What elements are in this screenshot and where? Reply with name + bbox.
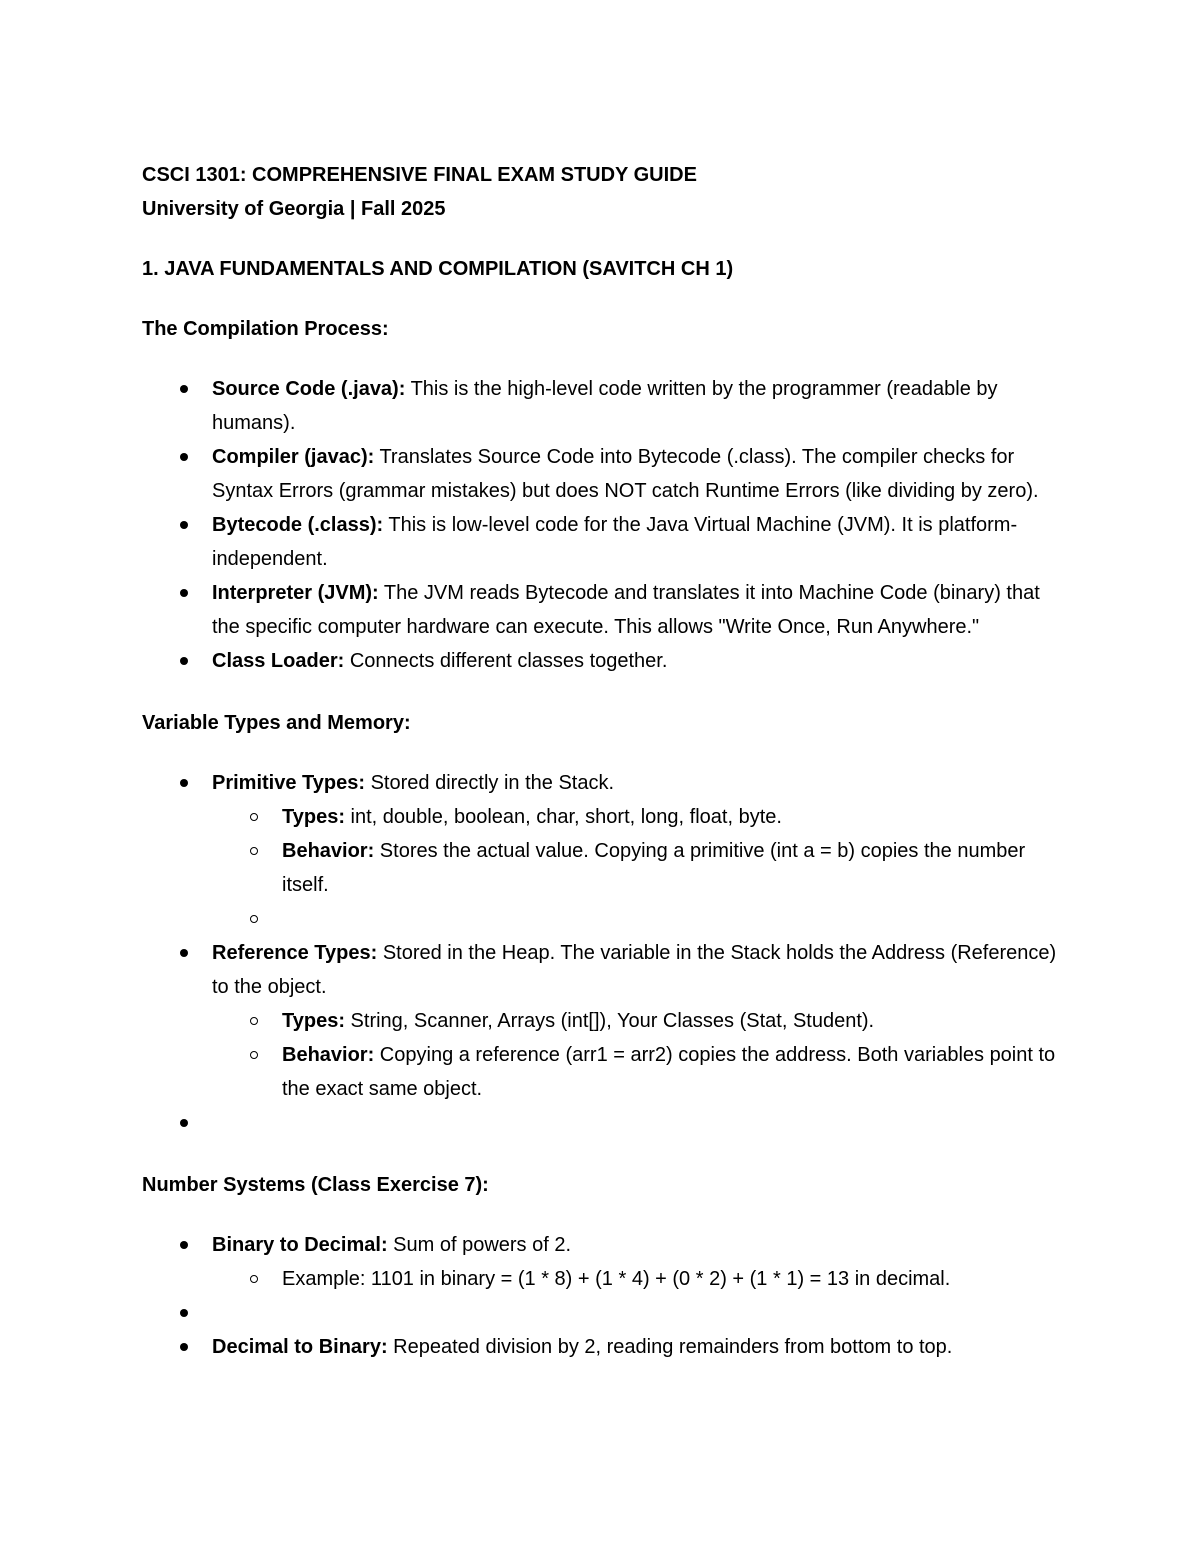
empty-sub-list-item (142, 902, 1072, 936)
variables-list (142, 766, 1072, 1140)
hollow-bullet-icon (250, 915, 258, 923)
compilation-heading: The Compilation Process: (142, 318, 389, 340)
numbers-list (142, 1228, 1072, 1364)
sub-list-item: Behavior: Stores the actual value. Copying a primitive (int a = b) copies the number itself. (142, 834, 1072, 902)
hollow-bullet-icon (250, 847, 258, 855)
list-item: Binary to Decimal: Sum of powers of 2. (142, 1228, 1072, 1262)
sub-list-item: Example: 1101 in binary = (1 * 8) + (1 * 4) + (0 * 2) + (1 * 1) = 13 in decimal. (142, 1262, 1072, 1296)
variables-heading: Variable Types and Memory: (142, 712, 411, 734)
section-heading: 1. JAVA FUNDAMENTALS AND COMPILATION (SAVITCH CH 1) (142, 258, 734, 280)
sub-list-item: Behavior: Copying a reference (arr1 = arr2) copies the address. Both variables point to the exact same object. (142, 1038, 1072, 1106)
empty-list-item (142, 1296, 1072, 1330)
hollow-bullet-icon (250, 1051, 258, 1059)
bullet-icon (180, 1343, 188, 1351)
list-item: Decimal to Binary: Repeated division by 2, reading remainders from bottom to top. (142, 1330, 1072, 1364)
hollow-bullet-icon (250, 1275, 258, 1283)
list-item: Primitive Types: Stored directly in the Stack. (142, 766, 1072, 800)
list-item: Reference Types: Stored in the Heap. The variable in the Stack holds the Address (Reference) to the object. (142, 936, 1072, 1004)
document-subtitle: University of Georgia | Fall 2025 (142, 198, 446, 220)
list-item: Source Code (.java): This is the high-level code written by the programmer (readable by humans). (142, 372, 1072, 440)
bullet-icon (180, 1119, 188, 1127)
bullet-icon (180, 385, 188, 393)
list-item: Bytecode (.class): This is low-level code for the Java Virtual Machine (JVM). It is platform-independent. (142, 508, 1072, 576)
bullet-icon (180, 1309, 188, 1317)
bullet-icon (180, 657, 188, 665)
bullet-icon (180, 1241, 188, 1249)
document-title: CSCI 1301: COMPREHENSIVE FINAL EXAM STUDY GUIDE (142, 164, 697, 186)
empty-list-item (142, 1106, 1072, 1140)
sub-list-item: Types: int, double, boolean, char, short, long, float, byte. (142, 800, 1072, 834)
compilation-list (142, 372, 1072, 678)
list-item: Interpreter (JVM): The JVM reads Bytecode and translates it into Machine Code (binary) that the specific computer hardware can execute. This allows "Write Once, Run Anywhere." (142, 576, 1072, 644)
hollow-bullet-icon (250, 1017, 258, 1025)
hollow-bullet-icon (250, 813, 258, 821)
bullet-icon (180, 949, 188, 957)
bullet-icon (180, 589, 188, 597)
list-item: Compiler (javac): Translates Source Code into Bytecode (.class). The compiler checks for Syntax Errors (grammar mistakes) but does NOT catch Runtime Errors (like dividing by zero). (142, 440, 1072, 508)
document-page (142, 158, 1072, 1364)
numbers-heading: Number Systems (Class Exercise 7): (142, 1174, 489, 1196)
sub-list-item: Types: String, Scanner, Arrays (int[]), Your Classes (Stat, Student). (142, 1004, 1072, 1038)
list-item: Class Loader: Connects different classes together. (142, 644, 1072, 678)
bullet-icon (180, 521, 188, 529)
bullet-icon (180, 453, 188, 461)
bullet-icon (180, 779, 188, 787)
